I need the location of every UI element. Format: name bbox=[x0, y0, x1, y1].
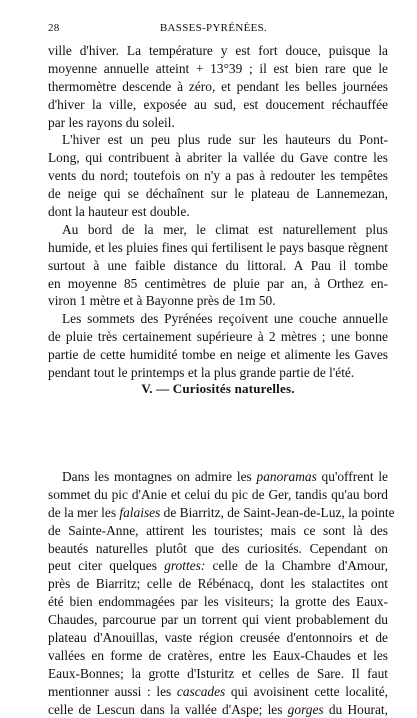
text-line: par les rayons du soleil. bbox=[48, 114, 175, 130]
text-line: thermomètre descende à zéro, et pendant les belles journées bbox=[48, 78, 388, 94]
page-header bbox=[48, 22, 379, 38]
text-line: pendant tout le printemps et la plus grande partie de l'été. bbox=[48, 365, 355, 381]
emphasized-term: panoramas bbox=[256, 469, 317, 484]
text-line: de Sainte-Anne, attirent les touristes; mais ce sont là des bbox=[48, 522, 388, 538]
text-line: peut citer quelques grottes: celle de la Chambre d'Amour, bbox=[48, 558, 388, 574]
text-line: viron 1 mètre et à Bayonne près de 1m 50. bbox=[48, 293, 276, 309]
text-line: dont la hauteur est double. bbox=[48, 204, 190, 220]
curiosities-text-block bbox=[48, 468, 395, 718]
section-heading: V. — Curiosités naturelles. bbox=[141, 381, 295, 396]
page-number: 28 bbox=[48, 22, 60, 34]
text-line: Chaudes, parcourue par un torrent qui vient probablement du bbox=[48, 612, 388, 628]
text-line: vallées en forme de cratères, entre les Eaux-Chaudes et les bbox=[48, 647, 388, 663]
text-line: été bien endommagées par les visiteurs; la grotte des Eaux- bbox=[48, 594, 388, 610]
running-title: BASSES-PYRÉNÉES. bbox=[159, 22, 268, 34]
climate-text-block bbox=[48, 42, 388, 382]
text-line: Dans les montagnes on admire les panoramas qu'offrent le bbox=[62, 469, 388, 484]
emphasized-term: falaises bbox=[119, 504, 161, 520]
text-line: Eaux-Bonnes; la grotte d'Isturitz et celles de Sare. Il faut bbox=[48, 665, 388, 681]
text-line: moyenne annuelle atteint + 13°39 ; il est bien rare que le bbox=[48, 60, 388, 76]
text-line: de pluie très certainement supérieure à 2 mètres ; une bonne bbox=[48, 329, 388, 345]
emphasized-term: grottes: bbox=[164, 558, 206, 574]
text-line: de la mer les falaises de Biarritz, de Saint-Jean-de-Luz, la pointe bbox=[48, 504, 395, 520]
text-line: Au bord de la mer, le climat est naturellement plus bbox=[62, 221, 388, 237]
text-line: mentionner aussi : les cascades qui avoisinent cette localité, bbox=[48, 683, 388, 699]
text-line: plateau d'Anouillas, vaste région creusée d'entonnoirs et de bbox=[48, 630, 388, 646]
text-line: celle de Lescun dans la vallée d'Aspe; les gorges du Hourat, bbox=[48, 701, 388, 717]
text-line: d'hiver la ville, exposée au sud, est doucement réchauffée bbox=[48, 96, 388, 112]
text-line: vents du nord; toutefois on n'y a pas à redouter les tempêtes bbox=[48, 168, 388, 184]
text-line: partie de cette humidité tombe en neige et alimente les Gaves bbox=[48, 347, 388, 363]
text-line: de neige qui se déchaînent sur le plateau de Lannemezan, bbox=[48, 186, 388, 202]
text-line: près de Biarritz; celle de Rébénacq, dont les stalactites ont bbox=[48, 576, 388, 592]
text-line: sommet du pic d'Anie et celui du pic de Ger, tandis qu'au bord bbox=[48, 486, 388, 502]
text-line: en moyenne 85 centimètres de pluie par an, à Orthez en- bbox=[48, 275, 388, 291]
text-line: L'hiver est un peu plus rude sur les hauteurs du Pont- bbox=[62, 132, 388, 148]
text-line: Les sommets des Pyrénées reçoivent une couche annuelle bbox=[62, 311, 388, 327]
text-line: surtout à une faible distance du littoral. A Pau il tombe bbox=[48, 257, 388, 273]
text-line: beautés naturelles plutôt que des curiosités. Cependant on bbox=[48, 540, 388, 556]
text-line: ville d'hiver. La température y est fort douce, puisque la bbox=[48, 43, 388, 58]
emphasized-term: gorges bbox=[287, 701, 324, 717]
text-line: humide, et les pluies fines qui fertilisent le pays basque règnent bbox=[48, 239, 388, 255]
text-line: Long, qui contribuent à abriter la vallée du Gave contre les bbox=[48, 150, 388, 166]
emphasized-term: cascades bbox=[176, 683, 226, 699]
